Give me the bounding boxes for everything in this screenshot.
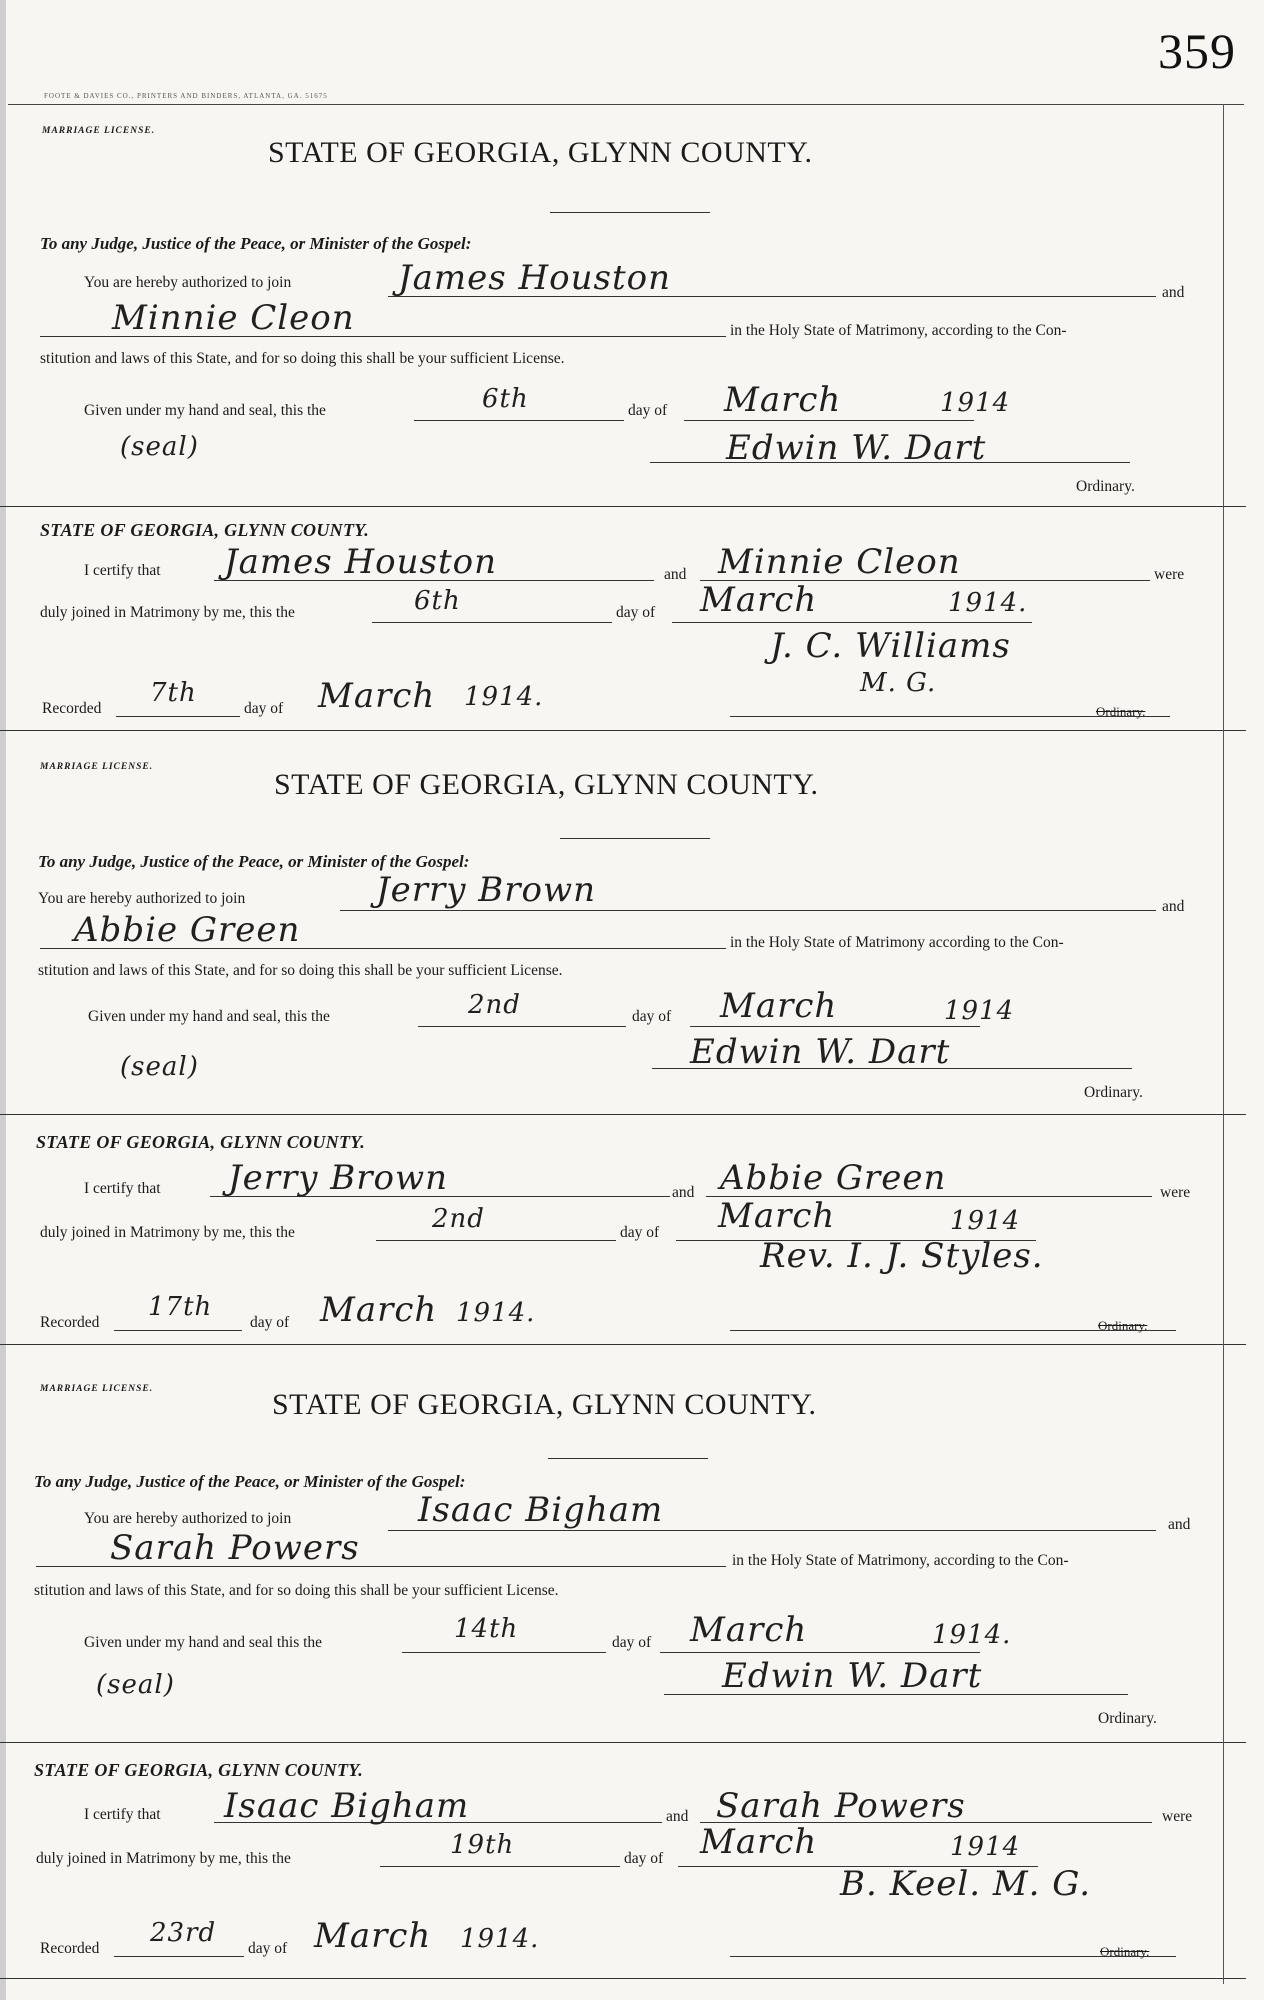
- bride-name: Minnie Cleon: [112, 298, 355, 338]
- title-rule: [548, 1458, 708, 1459]
- cert-year: 1914.: [948, 588, 1028, 618]
- given-year: 1914: [944, 996, 1015, 1026]
- cert-day-line: [372, 622, 612, 623]
- matrimony-text: in the Holy State of Matrimony, according to the Con-: [730, 322, 1067, 339]
- marriage-record-2: [0, 730, 1264, 1350]
- recorded-month: March: [318, 676, 436, 716]
- cert-day-of: day of: [620, 1224, 660, 1241]
- recorded-day: 23rd: [150, 1918, 217, 1948]
- recorded-day-of: day of: [248, 1940, 288, 1957]
- record-end-rule: [0, 1978, 1246, 1979]
- ordinary-signature: Edwin W. Dart: [690, 1032, 951, 1072]
- matrimony-text: in the Holy State of Matrimony according to the Con-: [730, 934, 1064, 951]
- cert-month: March: [700, 1822, 818, 1862]
- were-word: were: [1154, 566, 1185, 583]
- top-rule: [8, 104, 1244, 105]
- day-of-text: day of: [612, 1634, 652, 1651]
- page-number: 359: [1158, 23, 1236, 79]
- authorized-text: You are hereby authorized to join: [38, 890, 246, 907]
- cert-and: and: [672, 1184, 695, 1201]
- were-word: were: [1162, 1808, 1193, 1825]
- form-label: MARRIAGE LICENSE.: [42, 126, 156, 136]
- ordinary-label: Ordinary.: [1084, 1084, 1143, 1101]
- right-margin-rule: [1223, 104, 1224, 1984]
- cert-day-of: day of: [616, 604, 656, 621]
- cert-groom: James Houston: [224, 542, 498, 582]
- cert-day-line: [380, 1866, 620, 1867]
- ordinary-label: Ordinary.: [1098, 1710, 1157, 1727]
- recorded-day-line: [114, 1330, 242, 1331]
- groom-name: James Houston: [398, 258, 672, 298]
- given-text: Given under my hand and seal, this the: [84, 402, 326, 419]
- cert-and: and: [664, 566, 687, 583]
- cert-day-line: [376, 1240, 616, 1241]
- given-month: March: [724, 380, 842, 420]
- bride-name: Sarah Powers: [110, 1528, 360, 1568]
- record-separator: [0, 1114, 1246, 1115]
- duly-text: duly joined in Matrimony by me, this the: [36, 1850, 291, 1867]
- recorded-month: March: [314, 1916, 432, 1956]
- license-title: STATE OF GEORGIA, GLYNN COUNTY.: [272, 1388, 817, 1421]
- cert-groom: Jerry Brown: [228, 1158, 448, 1198]
- cert-groom: Isaac Bigham: [224, 1786, 470, 1826]
- day-of-text: day of: [632, 1008, 672, 1025]
- certify-text: I certify that: [84, 1806, 161, 1823]
- recorded-label: Recorded: [40, 1940, 100, 1957]
- given-year: 1914.: [932, 1620, 1012, 1650]
- cert-bride: Abbie Green: [720, 1158, 947, 1198]
- cert-month: March: [718, 1196, 836, 1236]
- given-day: 14th: [454, 1614, 519, 1644]
- form-label: MARRIAGE LICENSE.: [40, 1384, 154, 1394]
- license-title: STATE OF GEORGIA, GLYNN COUNTY.: [274, 768, 819, 801]
- seal-mark: (seal): [120, 1052, 199, 1082]
- ordinary-struck: Ordinary.: [1096, 704, 1146, 719]
- seal-mark: (seal): [120, 432, 199, 462]
- ordinary-struck: Ordinary.: [1100, 1944, 1150, 1959]
- license-address: To any Judge, Justice of the Peace, or Minister of the Gospel:: [38, 852, 470, 871]
- recorded-day-line: [116, 716, 240, 717]
- were-word: were: [1160, 1184, 1191, 1201]
- groom-line: [340, 910, 1156, 911]
- recorded-day-line: [114, 1956, 244, 1957]
- recorded-label: Recorded: [40, 1314, 100, 1331]
- marriage-record-3: [0, 1344, 1264, 1984]
- officiant-signature: J. C. Williams: [770, 626, 1011, 666]
- cert-year: 1914: [950, 1832, 1021, 1862]
- record-separator: [0, 506, 1246, 507]
- ordinary-label: Ordinary.: [1076, 478, 1135, 495]
- authorized-text: You are hereby authorized to join: [84, 274, 292, 291]
- title-rule: [560, 838, 710, 839]
- day-of-text: day of: [628, 402, 668, 419]
- constitution-text: stitution and laws of this State, and for so doing this shall be your sufficient License.: [38, 962, 563, 979]
- officiant-title: M. G.: [860, 668, 937, 698]
- certify-text: I certify that: [84, 1180, 161, 1197]
- certificate-title: STATE OF GEORGIA, GLYNN COUNTY.: [40, 520, 370, 540]
- groom-name: Jerry Brown: [376, 870, 596, 910]
- given-text: Given under my hand and seal, this the: [88, 1008, 330, 1025]
- matrimony-text: in the Holy State of Matrimony, according to the Con-: [732, 1552, 1069, 1569]
- ordinary-signature: Edwin W. Dart: [722, 1656, 983, 1696]
- cert-day: 19th: [450, 1830, 515, 1860]
- recorded-day-of: day of: [244, 700, 284, 717]
- duly-text: duly joined in Matrimony by me, this the: [40, 604, 295, 621]
- license-address: To any Judge, Justice of the Peace, or Minister of the Gospel:: [40, 234, 472, 253]
- license-title: STATE OF GEORGIA, GLYNN COUNTY.: [268, 136, 813, 169]
- bride-name: Abbie Green: [74, 910, 301, 950]
- certificate-title: STATE OF GEORGIA, GLYNN COUNTY.: [34, 1760, 364, 1780]
- given-day-line: [418, 1026, 626, 1027]
- given-month-line: [684, 420, 974, 421]
- given-text: Given under my hand and seal this the: [84, 1634, 323, 1651]
- recorded-day: 17th: [148, 1292, 213, 1322]
- title-rule: [550, 212, 710, 213]
- and-word: and: [1162, 898, 1185, 915]
- cert-and: and: [666, 1808, 689, 1825]
- recorded-year: 1914.: [460, 1924, 540, 1954]
- recorded-month: March: [320, 1290, 438, 1330]
- officiant-signature: B. Keel. M. G.: [840, 1864, 1092, 1904]
- record-separator: [0, 1742, 1246, 1743]
- given-day: 2nd: [468, 990, 521, 1020]
- recorded-year: 1914.: [456, 1298, 536, 1328]
- recorded-year: 1914.: [464, 682, 544, 712]
- certificate-title: STATE OF GEORGIA, GLYNN COUNTY.: [36, 1132, 366, 1152]
- given-month-line: [660, 1652, 980, 1653]
- ordinary-struck: Ordinary.: [1098, 1318, 1148, 1333]
- cert-bride: Sarah Powers: [716, 1786, 966, 1826]
- duly-text: duly joined in Matrimony by me, this the: [40, 1224, 295, 1241]
- seal-mark: (seal): [96, 1670, 175, 1700]
- marriage-record-1: [0, 110, 1264, 730]
- given-day-line: [414, 420, 624, 421]
- officiant-signature: Rev. I. J. Styles.: [760, 1236, 1044, 1276]
- form-label: MARRIAGE LICENSE.: [40, 762, 154, 772]
- license-address: To any Judge, Justice of the Peace, or Minister of the Gospel:: [34, 1472, 466, 1491]
- recorded-day: 7th: [150, 678, 197, 708]
- given-month: March: [690, 1610, 808, 1650]
- printer-imprint: FOOTE & DAVIES CO., PRINTERS AND BINDERS, ATLANTA, GA. 51675: [44, 92, 328, 100]
- given-month: March: [720, 986, 838, 1026]
- cert-bride: Minnie Cleon: [718, 542, 961, 582]
- and-word: and: [1168, 1516, 1191, 1533]
- ordinary-signature: Edwin W. Dart: [726, 428, 987, 468]
- cert-month: March: [700, 580, 818, 620]
- certify-text: I certify that: [84, 562, 161, 579]
- recorded-label: Recorded: [42, 700, 102, 717]
- given-year: 1914: [940, 388, 1011, 418]
- and-word: and: [1162, 284, 1185, 301]
- cert-month-line: [672, 622, 1032, 623]
- cert-day: 2nd: [432, 1204, 485, 1234]
- authorized-text: You are hereby authorized to join: [84, 1510, 292, 1527]
- cert-year: 1914: [950, 1206, 1021, 1236]
- cert-day: 6th: [414, 586, 461, 616]
- recorded-day-of: day of: [250, 1314, 290, 1331]
- given-month-line: [690, 1026, 980, 1027]
- constitution-text: stitution and laws of this State, and for so doing this shall be your sufficient License.: [34, 1582, 559, 1599]
- constitution-text: stitution and laws of this State, and for so doing this shall be your sufficient License.: [40, 350, 565, 367]
- given-day: 6th: [482, 384, 529, 414]
- groom-name: Isaac Bigham: [418, 1490, 664, 1530]
- given-day-line: [402, 1652, 606, 1653]
- cert-day-of: day of: [624, 1850, 664, 1867]
- groom-line: [388, 1530, 1156, 1531]
